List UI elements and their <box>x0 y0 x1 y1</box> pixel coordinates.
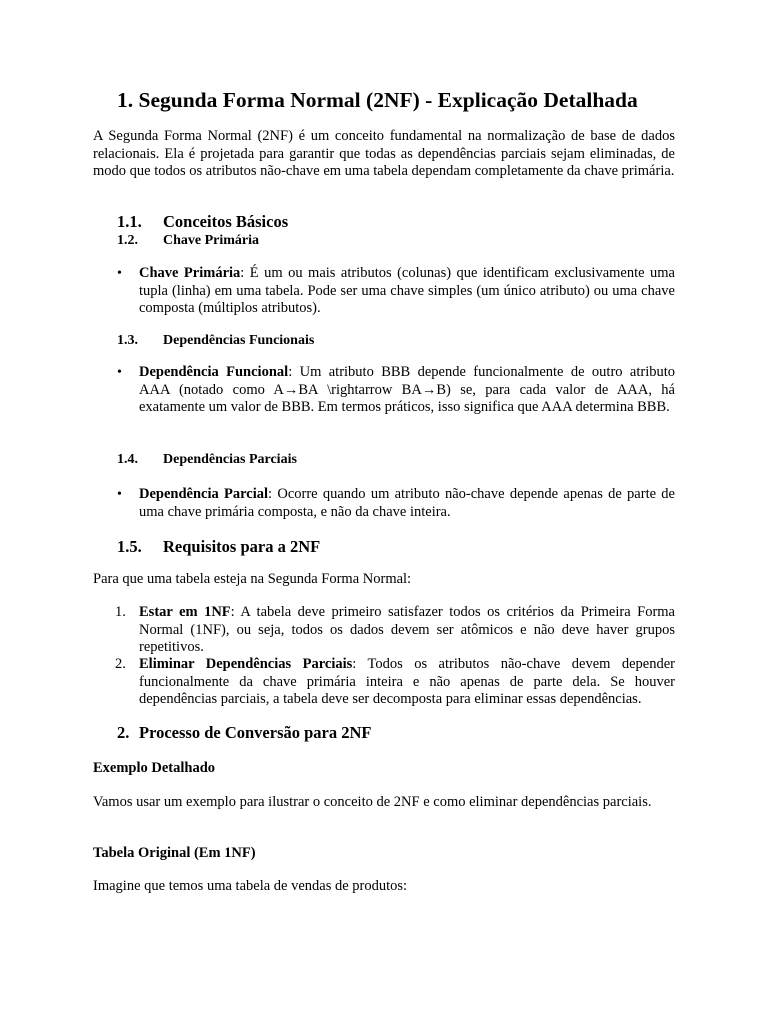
item-term: Estar em 1NF <box>139 604 231 620</box>
section-1-3-heading <box>117 333 314 349</box>
item-term: Eliminar Dependências Parciais <box>139 656 353 672</box>
bullet-dot-icon: • <box>117 266 122 281</box>
section-label: Dependências Parciais <box>163 452 297 467</box>
item-text <box>139 604 675 657</box>
table-intro-paragraph: Imagine que temos uma tabela de vendas de produtos: <box>93 878 408 894</box>
bullet-text <box>139 486 675 521</box>
section-label: Processo de Conversão para 2NF <box>139 723 372 742</box>
section-label: Conceitos Básicos <box>163 212 289 231</box>
bullet-dot-icon: • <box>117 365 122 380</box>
example-heading: Exemplo Detalhado <box>93 760 216 776</box>
section-number: 1.3. <box>117 333 138 348</box>
bullet-text <box>139 265 675 318</box>
section-1-5-heading <box>117 537 320 557</box>
section-number: 1.2. <box>117 233 138 248</box>
section-number: 1.1. <box>117 212 142 231</box>
bullet-term: Dependência Parcial <box>139 486 269 502</box>
bullet-body: : É um ou mais atributos (colunas) que identificam exclusivamente uma tupla (linha) em uma tabela. Pode ser uma chave simples (um único atributo) ou uma chave composta (múltiplos atributos). <box>139 265 675 316</box>
item-body: : A tabela deve primeiro satisfazer todos os critérios da Primeira Forma Normal (1NF), ou seja, todos os dados devem ser atômicos e não deve haver grupos repetitivos. <box>139 604 675 655</box>
section-label: Chave Primária <box>163 233 260 248</box>
section-number: 2. <box>117 723 130 742</box>
item-body: : Todos os atributos não-chave devem depender funcionalmente da chave primária inteira e não apenas de parte dela. Se houver dependências parciais, a tabela deve ser decomposta para eliminar essas dependências. <box>139 656 676 707</box>
example-paragraph: Vamos usar um exemplo para ilustrar o conceito de 2NF e como eliminar dependências parciais. <box>93 794 652 810</box>
section-1-2-heading <box>117 233 259 249</box>
bullet-term: Dependência Funcional <box>139 364 289 380</box>
page-title: 1. Segunda Forma Normal (2NF) - Explicação Detalhada <box>117 88 638 112</box>
section-number: 1.5. <box>117 537 142 556</box>
section-1-4-heading <box>117 452 297 468</box>
item-number: 2. <box>115 656 126 672</box>
bullet-body: : Ocorre quando um atributo não-chave depende apenas de parte de uma chave primária composta, e não da chave inteira. <box>139 486 675 520</box>
item-text <box>139 656 675 709</box>
requirements-intro: Para que uma tabela esteja na Segunda Forma Normal: <box>93 571 412 587</box>
bullet-body: : Um atributo BBB depende funcionalmente de outro atributo AAA (notado como A→BA \rightarrow BA→B) se, para cada valor de AAA, há exatamente um valor de BBB. Em termos práticos, isso significa que AAA determina BBB. <box>139 364 676 415</box>
intro-paragraph: A Segunda Forma Normal (2NF) é um conceito fundamental na normalização de base de dados relacionais. Ela é projetada para garantir que todas as dependências parciais sejam eliminadas, de modo que todos os atributos não-chave em uma tabela dependam completamente da chave primária. <box>93 128 675 179</box>
bullet-text <box>139 364 675 417</box>
item-number: 1. <box>115 604 126 620</box>
table-heading: Tabela Original (Em 1NF) <box>93 845 256 861</box>
section-1-1-heading <box>117 212 288 232</box>
section-label: Dependências Funcionais <box>163 333 315 348</box>
section-2-heading <box>117 723 372 743</box>
section-number: 1.4. <box>117 452 138 467</box>
bullet-term: Chave Primária <box>139 265 241 281</box>
section-label: Requisitos para a 2NF <box>163 537 321 556</box>
bullet-dot-icon: • <box>117 487 122 502</box>
